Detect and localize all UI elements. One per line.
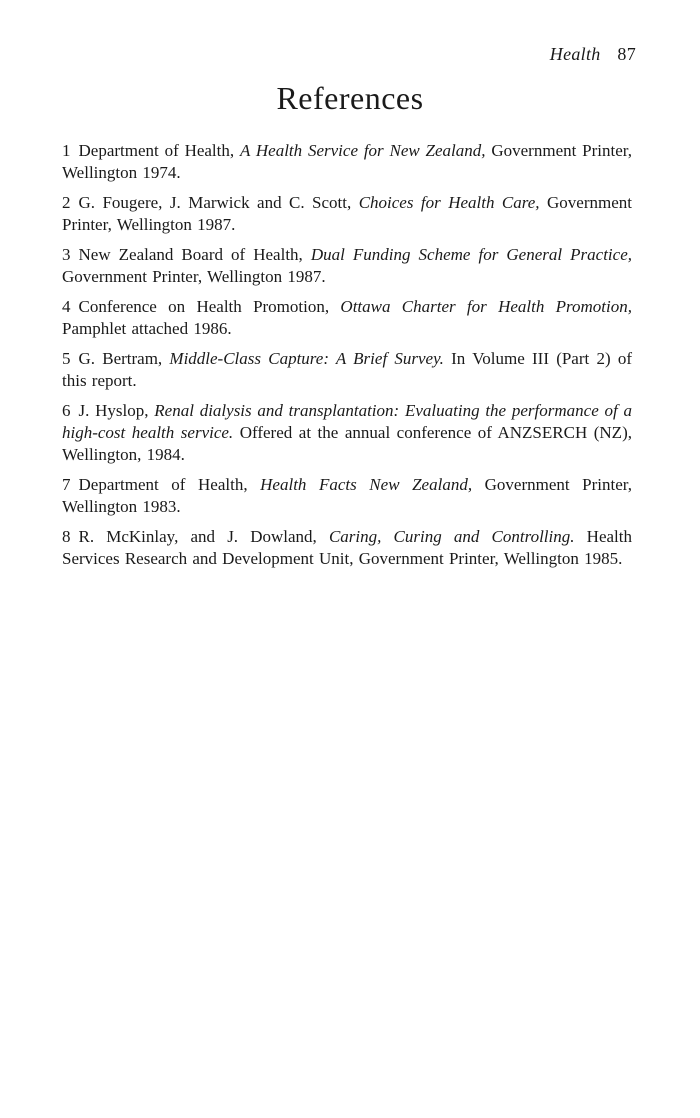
reference-author: Department of Health, [78, 141, 240, 160]
running-head-section: Health [549, 44, 601, 64]
reference-author: G. Fougere, J. Marwick and C. Scott, [78, 193, 359, 212]
reference-item [62, 400, 632, 466]
reference-item [62, 474, 632, 518]
reference-title: Choices for Health Care, [358, 193, 540, 212]
reference-number: 3 [62, 245, 71, 264]
reference-author: R. McKinlay, and J. Dowland, [78, 527, 329, 546]
reference-publisher: In Volume III (Part 2) of this report. [62, 349, 632, 390]
reference-number: 4 [62, 297, 71, 316]
reference-publisher: Government Printer, Wellington 1987. [62, 267, 326, 286]
reference-number: 2 [62, 193, 71, 212]
reference-number: 7 [62, 475, 71, 494]
reference-number: 5 [62, 349, 71, 368]
reference-item [62, 348, 632, 392]
page-title: References [276, 80, 424, 116]
reference-number: 1 [62, 141, 71, 160]
reference-title: A Health Service for New Zealand, [239, 141, 486, 160]
reference-title: Ottawa Charter for Health Promotion, [340, 297, 632, 316]
reference-item [62, 140, 632, 184]
reference-number: 8 [62, 527, 71, 546]
reference-title: Middle-Class Capture: A Brief Survey. [169, 349, 444, 368]
reference-title: Caring, Curing and Controlling. [328, 527, 575, 546]
reference-author: New Zealand Board of Health, [78, 245, 311, 264]
reference-publisher: Government Printer, Wellington 1974. [62, 141, 633, 182]
reference-title: Dual Funding Scheme for General Practice, [310, 245, 632, 264]
reference-title: Health Facts New Zealand, [260, 475, 473, 494]
reference-title: Renal dialysis and transplantation: Evaluating the performance of a high-cost health service. [62, 401, 632, 442]
reference-item [62, 192, 632, 236]
page-number: 87 [617, 44, 636, 64]
reference-item [62, 244, 632, 288]
reference-item [62, 296, 632, 340]
reference-author: Department of Health, [78, 475, 261, 494]
reference-publisher: Health Services Research and Development Unit, Government Printer, Wellington 1985. [62, 527, 632, 568]
reference-author: G. Bertram, [78, 349, 170, 368]
reference-publisher: Offered at the annual conference of ANZSERCH (NZ), Wellington, 1984. [62, 423, 632, 464]
reference-author: J. Hyslop, [78, 401, 155, 420]
reference-number: 6 [62, 401, 71, 420]
reference-publisher: Government Printer, Wellington 1987. [62, 193, 632, 234]
reference-author: Conference on Health Promotion, [78, 297, 341, 316]
running-head [550, 44, 636, 65]
reference-item [62, 526, 632, 570]
reference-list [62, 140, 632, 578]
reference-publisher: Government Printer, Wellington 1983. [62, 475, 633, 516]
reference-publisher: Pamphlet attached 1986. [62, 319, 232, 338]
